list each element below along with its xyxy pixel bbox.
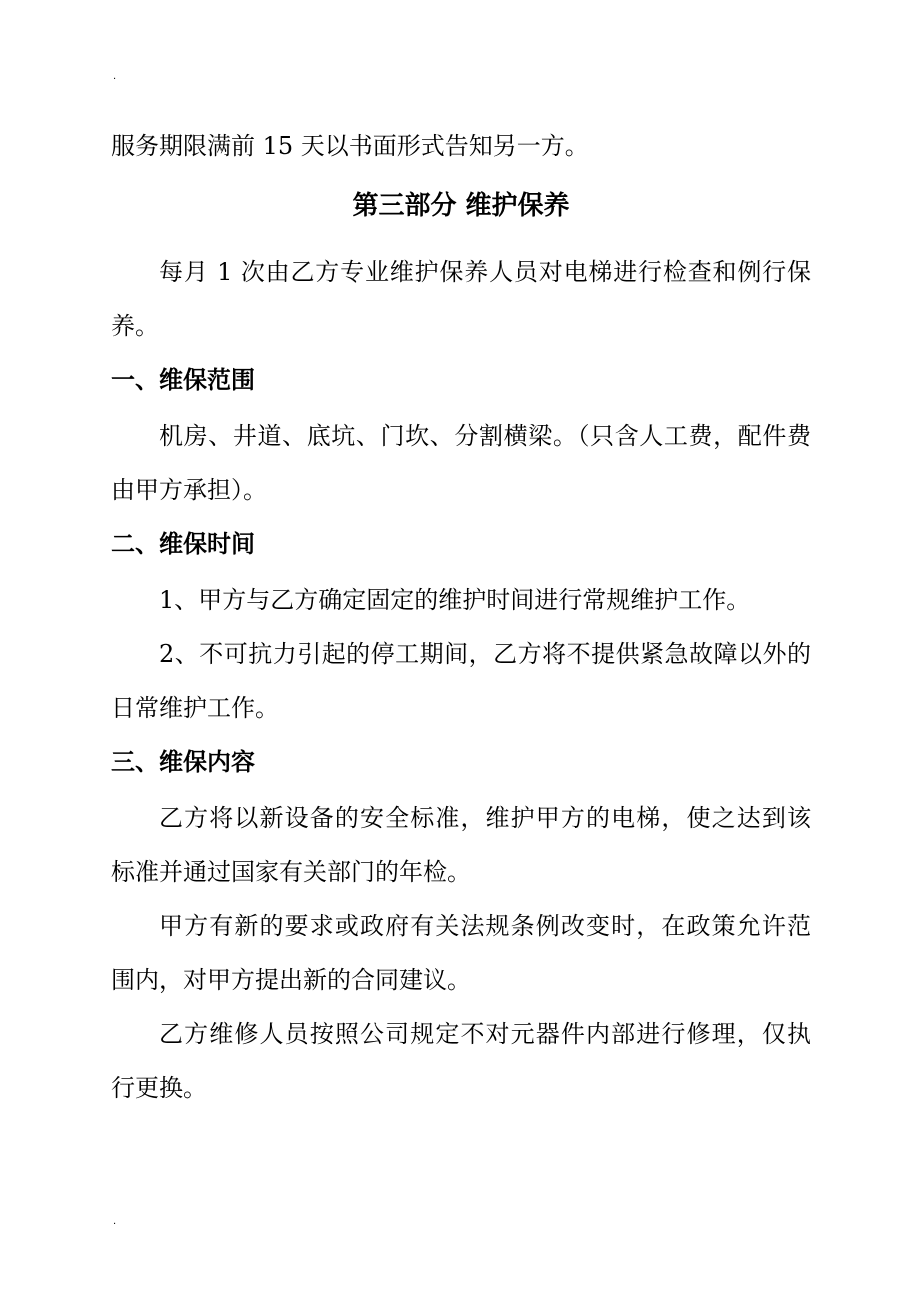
paragraph-line: 甲方有新的要求或政府有关法规条例改变时，在政策允许范: [159, 912, 811, 940]
section-title: 第三部分 维护保养: [352, 191, 570, 221]
header-mark: .: [113, 71, 117, 82]
subheading-time: 二、维保时间: [111, 530, 255, 558]
subheading-scope: 一、维保范围: [111, 366, 255, 394]
paragraph-line: 围内，对甲方提出新的合同建议。: [111, 966, 471, 994]
document-body: [111, 124, 811, 1120]
paragraph-line: 养。: [111, 312, 159, 340]
footer-mark: .: [113, 1216, 117, 1227]
paragraph-line: 行更换。: [111, 1074, 207, 1102]
paragraph-line: 乙方维修人员按照公司规定不对元器件内部进行修理，仅执: [159, 1020, 811, 1048]
paragraph-line: 1、甲方与乙方确定固定的维护时间进行常规维护工作。: [159, 586, 751, 614]
paragraph-line: 服务期限满前 15 天以书面形式告知另一方。: [111, 132, 589, 160]
paragraph-line: 每月 1 次由乙方专业维护保养人员对电梯进行检查和例行保: [159, 258, 811, 286]
paragraph-line: 标准并通过国家有关部门的年检。: [111, 858, 471, 886]
paragraph-line: 由甲方承担）。: [111, 476, 267, 504]
paragraph-line: 日常维护工作。: [111, 694, 279, 722]
paragraph-line: 机房、井道、底坑、门坎、分割横梁。（只含人工费，配件费: [159, 422, 811, 450]
paragraph-line: 乙方将以新设备的安全标准，维护甲方的电梯，使之达到该: [159, 804, 811, 832]
paragraph-line: 2、不可抗力引起的停工期间，乙方将不提供紧急故障以外的: [159, 640, 811, 668]
subheading-content: 三、维保内容: [111, 748, 255, 776]
